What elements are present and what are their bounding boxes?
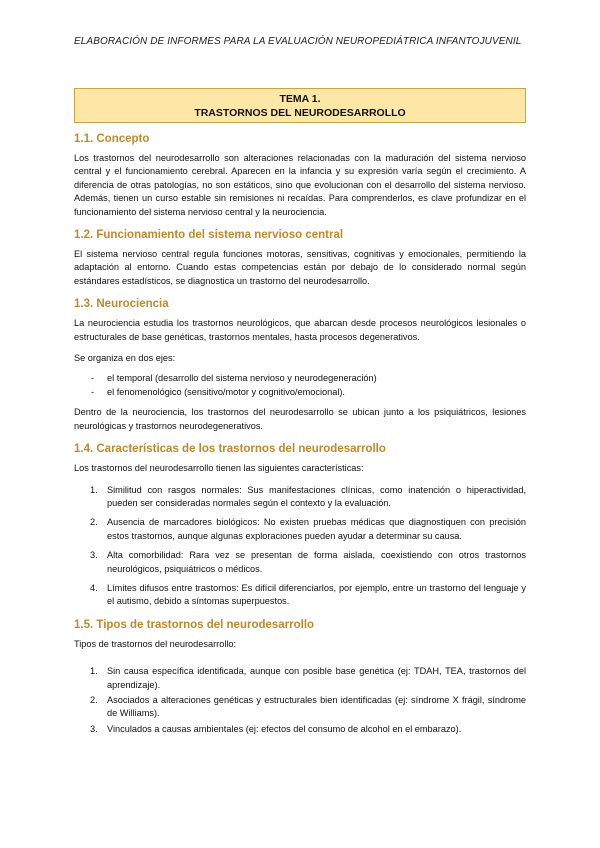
list-item xyxy=(74,665,526,692)
list-item xyxy=(74,582,526,609)
section-heading-funcionamiento: 1.2. Funcionamiento del sistema nervioso central xyxy=(74,229,344,242)
chapter-title-box xyxy=(74,88,526,123)
list-item-number: 1. xyxy=(90,484,98,495)
list-item-number: 3. xyxy=(90,723,98,734)
list-item xyxy=(74,549,526,576)
tipos-intro: Tipos de trastornos del neurodesarrollo: xyxy=(74,638,237,649)
list-item-text: Vinculados a causas ambientales (ej: efectos del consumo de alcohol en el embarazo). xyxy=(107,723,462,734)
list-item: - el temporal (desarrollo del sistema nervioso y neurodegeneración) xyxy=(74,372,526,385)
neurociencia-paragraph-1: La neurociencia estudia los trastornos neurológicos, que abarcan desde procesos neurológicos lesionales o estructurales de base genéticas, trastornos mentales, hasta procesos degenerativos. xyxy=(74,318,526,342)
list-item-number: 4. xyxy=(90,582,98,593)
list-item xyxy=(74,723,526,736)
list-item-text: Asociados a alteraciones genéticas y estructurales bien identificadas (ej: síndrome X frágil, síndrome de Williams). xyxy=(107,694,526,719)
list-item-text: Ausencia de marcadores biológicos: No existen pruebas médicas que diagnostiquen con precisión estos trastornos, aunque algunas exploraciones pueden ayudar a determinar su causa. xyxy=(107,517,526,541)
section-heading-neurociencia: 1.3. Neurociencia xyxy=(74,298,169,311)
section-heading-caracteristicas: 1.4. Características de los trastornos del neurodesarrollo xyxy=(74,443,386,456)
list-item-text: Límites difusos entre trastornos: Es difícil diferenciarlos, por ejemplo, entre un trastorno del lenguaje y el autismo, debido a síntomas superpuestos. xyxy=(107,582,526,607)
list-item-text: Sin causa específica identificada, aunque con posible base genética (ej: TDAH, TEA, trastornos del aprendizaje). xyxy=(107,666,526,690)
list-item-number: 1. xyxy=(90,666,98,677)
chapter-title: TRASTORNOS DEL NEURODESARROLLO xyxy=(194,107,406,119)
page-body xyxy=(74,88,526,742)
section-heading-tipos: 1.5. Tipos de trastornos del neurodesarrollo xyxy=(74,618,315,631)
list-item: - el fenomenológico (sensitivo/motor y cognitivo/emocional). xyxy=(74,386,526,399)
funcionamiento-paragraph: El sistema nervioso central regula funciones motoras, sensitivas, cognitivas y emocionales, permitiendo la adaptación al entorno. Cuando estas competencias están por debajo de lo considerado normal según estándares estadísticos, se diagnostica un trastorno del neurodesarrollo. xyxy=(74,249,526,286)
list-item xyxy=(74,516,526,543)
list-item-number: 2. xyxy=(90,694,98,705)
list-item-text: Similitud con rasgos normales: Sus manifestaciones clínicas, como inatención o hiperactividad, pueden ser consideradas normales según el contexto y la evaluación. xyxy=(107,484,526,508)
neurociencia-axes-list xyxy=(74,372,526,399)
list-item xyxy=(74,484,526,511)
neurociencia-paragraph-3: Dentro de la neurociencia, los trastornos del neurodesarrollo se ubican junto a los psiquiátricos, lesiones neurológicas y trastornos neurodegenerativos. xyxy=(74,407,526,431)
caracteristicas-intro: Los trastornos del neurodesarrollo tienen las siguientes características: xyxy=(74,463,364,474)
chapter-number: TEMA 1. xyxy=(279,93,321,105)
concepto-paragraph: Los trastornos del neurodesarrollo son alteraciones relacionadas con la maduración del sistema nervioso central y el funcionamiento cerebral. Aparecen en la infancia y su expresión varía según el crecimiento. A diferencia de otras patologías, no son estáticos, sino que evolucionan con el desarrollo del sistema nervioso. Además, tienen un curso estable sin remisiones ni recaídas. Para comprenderlos, es clave profundizar en el funcionamiento del sistema nervioso central y la neurociencia. xyxy=(74,153,526,217)
running-header: ELABORACIÓN DE INFORMES PARA LA EVALUACIÓN NEUROPEDIÁTRICA INFANTOJUVENIL xyxy=(74,36,522,47)
section-heading-concepto: 1.1. Concepto xyxy=(74,133,150,145)
neurociencia-paragraph-2: Se organiza en dos ejes: xyxy=(74,353,176,364)
caracteristicas-list xyxy=(74,484,526,609)
list-item-text: Alta comorbilidad: Rara vez se presentan de forma aislada, coexistiendo con otros trastornos neurológicos, psiquiátricos o médicos. xyxy=(107,550,526,574)
list-item xyxy=(74,694,526,721)
list-item-number: 3. xyxy=(90,550,98,561)
list-item-number: 2. xyxy=(90,517,98,528)
tipos-list xyxy=(74,665,526,736)
